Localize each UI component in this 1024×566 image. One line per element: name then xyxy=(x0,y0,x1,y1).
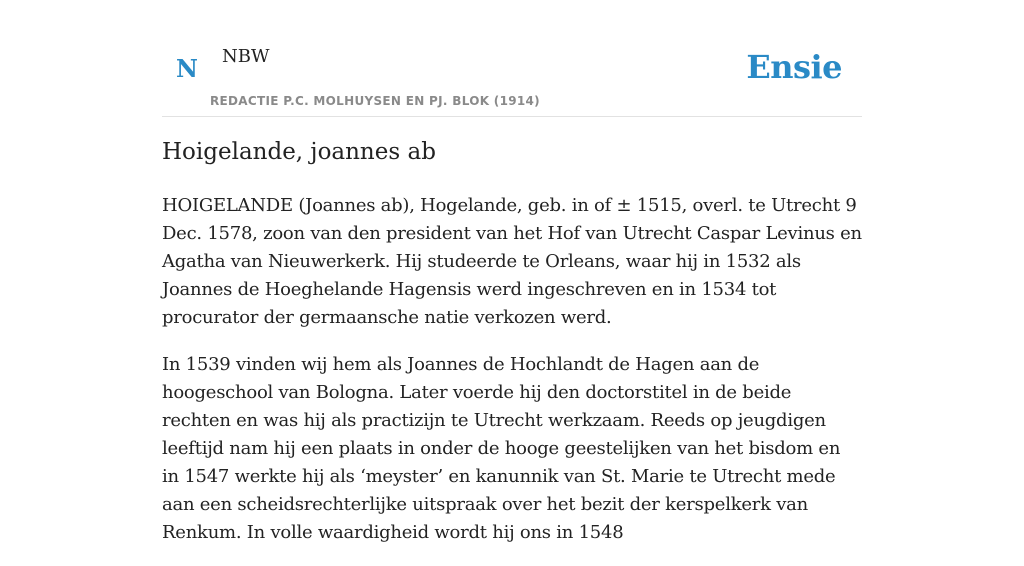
source-logo[interactable]: N xyxy=(176,54,198,83)
article-paragraph: HOIGELANDE (Joannes ab), Hogelande, geb. in of ± 1515, overl. te Utrecht 9 Dec. 1578, zoon van den president van het Hof van Utrecht Caspar Levinus en Agatha van Nieuwerkerk. Hij studeerde te Orleans, waar hij in 1532 als Joannes de Hoeghelande Hagensis werd ingeschreven en in 1534 tot procurator der germaansche natie verkozen werd. xyxy=(162,195,862,328)
article-body xyxy=(162,192,862,566)
source-name-link[interactable]: NBW xyxy=(222,46,270,67)
article-paragraph: In 1539 vinden wij hem als Joannes de Hochlandt de Hagen aan de hoogeschool van Bologna. Later voerde hij den doctorstitel in de beide rechten en was hij als practizijn te Utrecht werkzaam. Reeds op jeugdigen leeftijd nam hij een plaats in onder de hooge geestelijken van het bisdom en in 1547 werkte hij als ‘meyster’ en kanunnik van St. Marie te Utrecht mede aan een scheidsrechterlijke uitspraak over het bezit der kerspelkerk van Renkum. In volle waardigheid wordt hij ons in 1548 xyxy=(162,354,841,543)
ensie-logo-link[interactable]: Ensie xyxy=(746,48,842,86)
header xyxy=(162,0,862,117)
source-editors: REDACTIE P.C. MOLHUYSEN EN PJ. BLOK (1914) xyxy=(210,94,540,108)
page-title: Hoigelande, joannes ab xyxy=(162,139,436,165)
